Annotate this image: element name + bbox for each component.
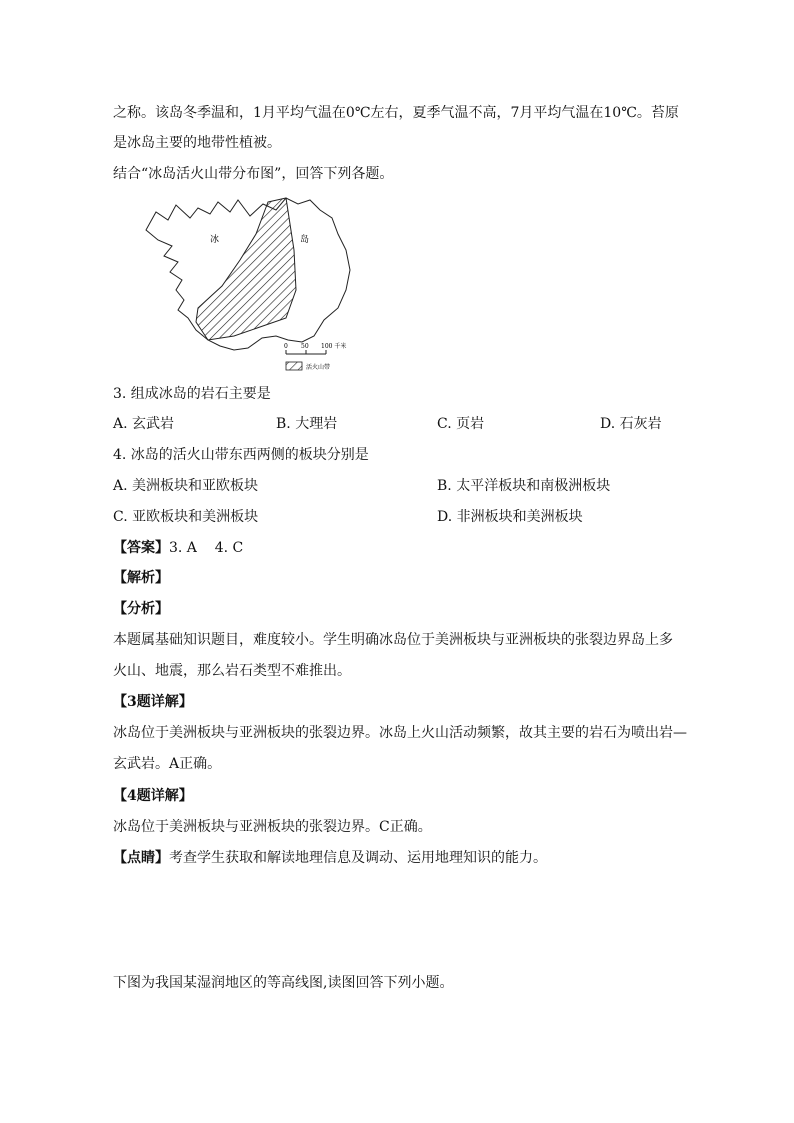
scale-bar xyxy=(284,342,346,354)
map-label-left: 冰 xyxy=(210,235,220,245)
answer-line xyxy=(113,538,243,558)
dianjing-line xyxy=(113,848,547,868)
q4-option-d: D. 非洲板块和美洲板块 xyxy=(437,509,583,525)
legend-label: 活火山带 xyxy=(306,364,331,371)
q4-stem: 4. 冰岛的活火山带东西两侧的板块分别是 xyxy=(113,447,369,463)
fenxi-line-2: 火山、地震，那么岩石类型不难推出。 xyxy=(113,663,351,679)
next-question-intro: 下图为我国某湿润地区的等高线图,读图回答下列小题。 xyxy=(113,975,454,991)
q4-option-b: B. 太平洋板块和南极洲板块 xyxy=(437,478,611,494)
q3-detail-title: 【3题详解】 xyxy=(113,694,193,710)
dianjing-text: 考查学生获取和解读地理信息及调动、运用地理知识的能力。 xyxy=(169,850,547,866)
intro-line-2: 是冰岛主要的地带性植被。 xyxy=(113,135,281,151)
intro-line-3: 结合“冰岛活火山带分布图”，回答下列各题。 xyxy=(113,166,394,182)
q3-option-a: A. 玄武岩 xyxy=(113,416,175,432)
fenxi-title: 【分析】 xyxy=(113,601,169,617)
map-legend xyxy=(286,362,330,371)
q3-option-b: B. 大理岩 xyxy=(276,416,338,432)
map-label-right: 岛 xyxy=(300,235,310,245)
scale-label-0: 0 xyxy=(284,343,288,350)
q3-stem: 3. 组成冰岛的岩石主要是 xyxy=(113,386,271,402)
q3-detail-line-2: 玄武岩。A正确。 xyxy=(113,756,222,772)
q3-detail-line-1: 冰岛位于美洲板块与亚洲板块的张裂边界。冰岛上火山活动频繁，故其主要的岩石为喷出岩— xyxy=(113,725,687,741)
intro-line-1: 之称。该岛冬季温和，1月平均气温在0℃左右，夏季气温不高，7月平均气温在10℃。苔原 xyxy=(113,105,679,121)
q4-option-a: A. 美洲板块和亚欧板块 xyxy=(113,478,259,494)
q3-option-d: D. 石灰岩 xyxy=(600,416,662,432)
q3-option-c: C. 页岩 xyxy=(437,416,485,432)
scale-label-50: 50 xyxy=(301,343,309,350)
scale-label-100: 100 千米 xyxy=(321,343,347,350)
fenxi-line-1: 本题属基础知识题目，难度较小。学生明确冰岛位于美洲板块与亚洲板块的张裂边界岛上多 xyxy=(113,632,673,648)
q4-detail-line-1: 冰岛位于美洲板块与亚洲板块的张裂边界。C正确。 xyxy=(113,819,432,835)
dianjing-label: 【点睛】 xyxy=(113,850,169,866)
q4-detail-title: 【4题详解】 xyxy=(113,788,193,804)
q4-option-c: C. 亚欧板块和美洲板块 xyxy=(113,509,259,525)
iceland-volcano-map xyxy=(138,190,358,376)
analysis-title: 【解析】 xyxy=(113,570,169,586)
answer-label: 【答案】 xyxy=(113,540,169,556)
answer-text: 3. A 4. C xyxy=(169,540,244,556)
